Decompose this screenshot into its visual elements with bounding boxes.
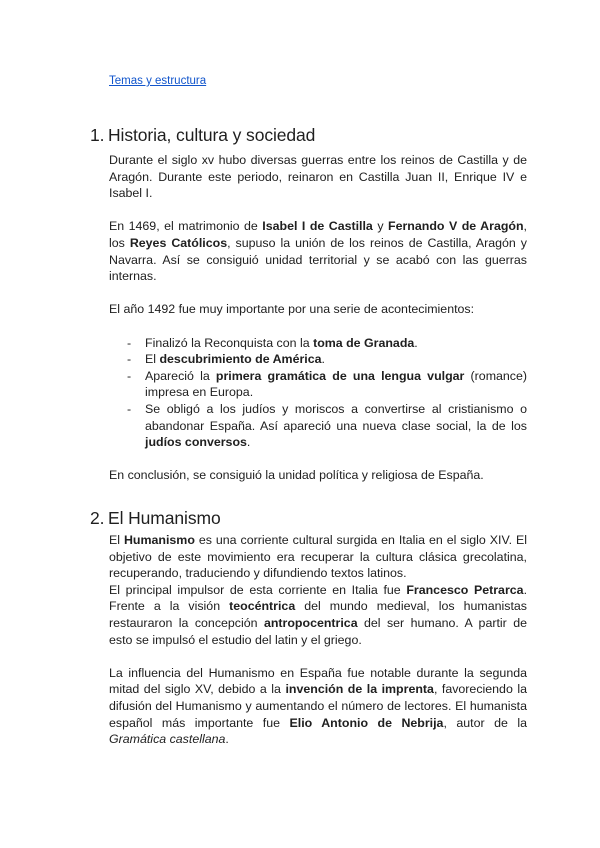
dash-bullet: -	[127, 352, 132, 367]
text: del ser humano. A partir de esto se impulsó el estudio del latin y el griego.	[109, 615, 527, 647]
text: Finalizó la Reconquista con la	[145, 335, 314, 350]
text: , supuso la unión de los reinos de Castilla, Aragón y Navarra. Así se consiguió unidad territorial y se acabó con las guerras internas.	[109, 235, 527, 284]
section-2-number: 2.	[90, 508, 105, 528]
list-item	[109, 368, 527, 401]
bold-text: primera gramática de una lengua vulgar	[215, 368, 465, 383]
paragraph: En conclusión, se consiguió la unidad política y religiosa de España.	[109, 468, 484, 483]
text: Se obligó a los judíos y moriscos a convertirse al cristianismo o abandonar España. Así apareció una nueva clase social, la de los	[145, 401, 527, 433]
text: .	[414, 335, 418, 350]
list-item	[109, 335, 527, 352]
text: El	[109, 533, 124, 547]
text: , favoreciendo la difusión del Humanismo y aumentando el número de lectores. El humanista español más importante fue	[109, 682, 527, 730]
text: y	[372, 219, 389, 234]
text: , autor de la	[443, 715, 527, 730]
paragraph	[109, 532, 527, 582]
section-1-title: Historia, cultura y sociedad	[108, 125, 316, 145]
bold-text: Humanismo	[123, 533, 195, 547]
section-2-title: El Humanismo	[108, 508, 221, 528]
section-2-heading	[90, 508, 221, 529]
paragraph: El año 1492 fue muy importante por una serie de acontecimientos:	[109, 302, 475, 317]
italic-text: Gramática castellana	[109, 732, 226, 747]
section-2-body	[109, 532, 527, 748]
bold-text: Reyes Católicos	[129, 235, 228, 250]
bold-text: Isabel I de Castilla	[262, 219, 373, 234]
bold-text: teocéntrica	[229, 599, 296, 614]
paragraph: Durante el siglo xv hubo diversas guerras entre los reinos de Castilla y de Aragón. Durante este periodo, reinaron en Castilla Juan II, Enrique IV e Isabel I.	[109, 153, 527, 201]
text: .	[321, 352, 325, 367]
dash-bullet: -	[127, 368, 132, 383]
bold-text: descubrimiento de América	[159, 352, 322, 367]
dash-bullet: -	[127, 401, 132, 416]
text: . Frente a la visión	[109, 582, 528, 614]
bold-text: judíos conversos	[145, 435, 247, 450]
text: (romance) impresa en Europa.	[145, 368, 528, 400]
bold-text: Fernando V de Aragón	[388, 219, 524, 234]
bold-text: antropocentrica	[263, 615, 358, 630]
text: del mundo medieval, los humanistas restauraron la concepción	[109, 599, 527, 630]
paragraph	[109, 582, 527, 648]
section-1-heading	[90, 125, 315, 146]
paragraph	[109, 218, 527, 284]
list-item	[109, 401, 527, 451]
bold-text: Francesco Petrarca	[406, 582, 524, 597]
section-1-number: 1.	[90, 125, 105, 145]
dash-bullet: -	[127, 335, 132, 350]
text: Apareció la	[145, 368, 216, 383]
text: es una corriente cultural surgida en Italia en el siglo XIV. El objetivo de este movimiento era recuperar la cultura clásica grecolatina, recuperando, traduciendo y difundiendo textos latinos.	[109, 533, 527, 581]
text: .	[225, 732, 229, 747]
section-1-body	[109, 152, 527, 484]
bold-text: invención de la imprenta	[285, 682, 434, 697]
toc-link[interactable]: Temas y estructura	[109, 75, 207, 87]
bold-text: Elio Antonio de Nebrija	[289, 715, 444, 730]
text: El	[145, 352, 160, 367]
text: El principal impulsor de esta corriente en Italia fue	[109, 582, 407, 597]
list-item	[109, 351, 527, 368]
text: .	[246, 435, 251, 450]
events-list	[109, 335, 527, 451]
text: , los	[109, 219, 527, 250]
text: La influencia del Humanismo en España fue notable durante la segunda mitad del siglo XV, debido a la	[109, 665, 527, 697]
text: En 1469, el matrimonio de	[109, 219, 263, 234]
paragraph	[109, 665, 527, 748]
bold-text: toma de Granada	[313, 335, 415, 350]
